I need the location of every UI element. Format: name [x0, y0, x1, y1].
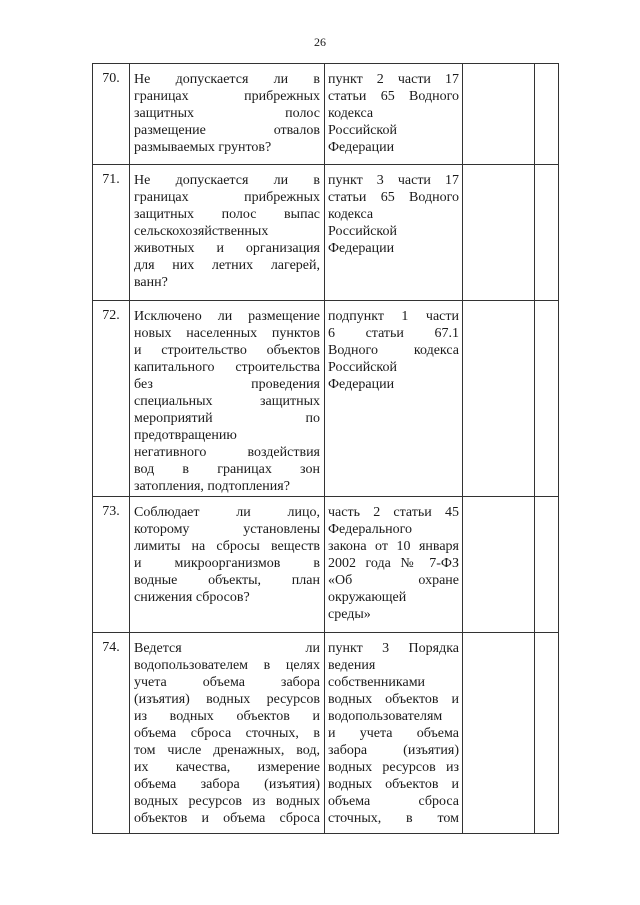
text-line: статьи 65 Водного [328, 190, 459, 205]
row-number: 71. [102, 172, 120, 187]
cell-text [130, 64, 324, 156]
cell-text [325, 301, 462, 393]
text-line: ведения [328, 658, 376, 673]
question-cell [129, 301, 324, 496]
text-line: Российской [328, 224, 397, 239]
text-line: Не допускается ли в [134, 173, 320, 188]
table-row [92, 497, 559, 633]
text-line: водных объектов и [328, 777, 459, 792]
row-number: 73. [102, 504, 120, 519]
text-line: водопользователем в целях [134, 658, 320, 673]
text-line: пункт 3 части 17 [328, 173, 459, 188]
text-line: негативного воздействия [134, 445, 320, 460]
text-line: мероприятий по [134, 411, 320, 426]
text-line: без проведения [134, 377, 320, 392]
text-line: и строительство объектов [134, 343, 320, 358]
row-number-cell [92, 165, 129, 300]
text-line: Российской [328, 360, 397, 375]
text-line: вод в границах зон [134, 462, 320, 477]
cell-text [130, 497, 324, 606]
text-line: водных ресурсов из водных [134, 794, 320, 809]
row-number-cell [92, 497, 129, 632]
text-line: объема забора (изъятия) [134, 777, 320, 792]
text-line: и учета объема [328, 726, 459, 741]
text-line: статьи 65 Водного [328, 89, 459, 104]
table-row [92, 165, 559, 301]
text-line: Федерации [328, 241, 395, 256]
text-line: снижения сбросов? [134, 590, 250, 605]
reference-cell [324, 301, 462, 496]
answer-cell [462, 165, 534, 300]
row-number: 72. [102, 308, 120, 323]
row-number: 74. [102, 640, 120, 655]
cell-text [130, 633, 324, 827]
cell-text [130, 165, 324, 291]
reference-cell [324, 633, 462, 833]
text-line: Федерации [328, 140, 395, 155]
text-line: кодекса [328, 106, 374, 121]
text-line: и микроорганизмов в [134, 556, 320, 571]
text-line: среды» [328, 607, 371, 622]
text-line: сельскохозяйственных [134, 224, 269, 239]
row-number-cell [92, 64, 129, 164]
text-line: Федерального [328, 522, 413, 537]
text-line: объектов и объема сброса [134, 811, 320, 826]
text-line: затопления, подтопления? [134, 479, 290, 494]
text-line: размываемых грунтов? [134, 140, 272, 155]
row-number-cell [92, 633, 129, 833]
note-cell [534, 301, 559, 496]
text-line: объема сброса сточных, в [134, 726, 320, 741]
text-line: из водных объектов и [134, 709, 320, 724]
cell-text [130, 301, 324, 495]
text-line: часть 2 статьи 45 [328, 505, 459, 520]
answer-cell [462, 64, 534, 164]
text-line: Ведется ли [134, 641, 320, 656]
note-cell [534, 165, 559, 300]
text-line: закона от 10 января [328, 539, 459, 554]
answer-cell [462, 633, 534, 833]
page-number: 26 [314, 35, 326, 49]
text-line: лимиты на сбросы веществ [134, 539, 320, 554]
text-line: Не допускается ли в [134, 72, 320, 87]
row-number: 70. [102, 71, 120, 86]
text-line: 2002 года № 7-ФЗ [328, 556, 459, 571]
text-line: защитных полос выпас [134, 207, 320, 222]
text-line: новых населенных пунктов [134, 326, 320, 341]
reference-cell [324, 165, 462, 300]
answer-cell [462, 301, 534, 496]
text-line: сточных, в том [328, 811, 459, 826]
text-line: размещение отвалов [134, 123, 320, 138]
text-line: границах прибрежных [134, 89, 320, 104]
reference-cell [324, 64, 462, 164]
text-line: кодекса [328, 207, 374, 222]
note-cell [534, 497, 559, 632]
text-line: Соблюдает ли лицо, [134, 505, 320, 520]
text-line: водные объекты, план [134, 573, 320, 588]
text-line: для них летних лагерей, [134, 258, 320, 273]
cell-text [325, 633, 462, 827]
text-line: пункт 3 Порядка [328, 641, 459, 656]
text-line: собственниками [328, 675, 426, 690]
table-row [92, 301, 559, 497]
checklist-table [92, 63, 559, 834]
question-cell [129, 497, 324, 632]
text-line: пункт 2 части 17 [328, 72, 459, 87]
text-line: забора (изъятия) [328, 743, 459, 758]
text-line: водопользователям [328, 709, 443, 724]
reference-cell [324, 497, 462, 632]
text-line: защитных полос [134, 106, 320, 121]
table-row [92, 633, 559, 834]
text-line: водных ресурсов из [328, 760, 459, 775]
table-row [92, 64, 559, 165]
text-line: 6 статьи 67.1 [328, 326, 459, 341]
text-line: том числе дренажных, вод, [134, 743, 320, 758]
text-line: которому установлены [134, 522, 320, 537]
cell-text [325, 165, 462, 257]
text-line: ванн? [134, 275, 168, 290]
text-line: Российской [328, 123, 397, 138]
text-line: Водного кодекса [328, 343, 459, 358]
note-cell [534, 633, 559, 833]
text-line: подпункт 1 части [328, 309, 459, 324]
text-line: окружающей [328, 590, 407, 605]
cell-text [325, 497, 462, 623]
question-cell [129, 633, 324, 833]
text-line: их качества, измерение [134, 760, 320, 775]
note-cell [534, 64, 559, 164]
text-line: водных объектов и [328, 692, 459, 707]
text-line: животных и организация [134, 241, 320, 256]
text-line: Федерации [328, 377, 395, 392]
text-line: капитального строительства [134, 360, 320, 375]
text-line: «Об охране [328, 573, 459, 588]
text-line: специальных защитных [134, 394, 320, 409]
text-line: учета объема забора [134, 675, 320, 690]
answer-cell [462, 497, 534, 632]
text-line: Исключено ли размещение [134, 309, 320, 324]
row-number-cell [92, 301, 129, 496]
cell-text [325, 64, 462, 156]
text-line: (изъятия) водных ресурсов [134, 692, 320, 707]
question-cell [129, 64, 324, 164]
text-line: объема сброса [328, 794, 459, 809]
text-line: границах прибрежных [134, 190, 320, 205]
text-line: предотвращению [134, 428, 237, 443]
question-cell [129, 165, 324, 300]
